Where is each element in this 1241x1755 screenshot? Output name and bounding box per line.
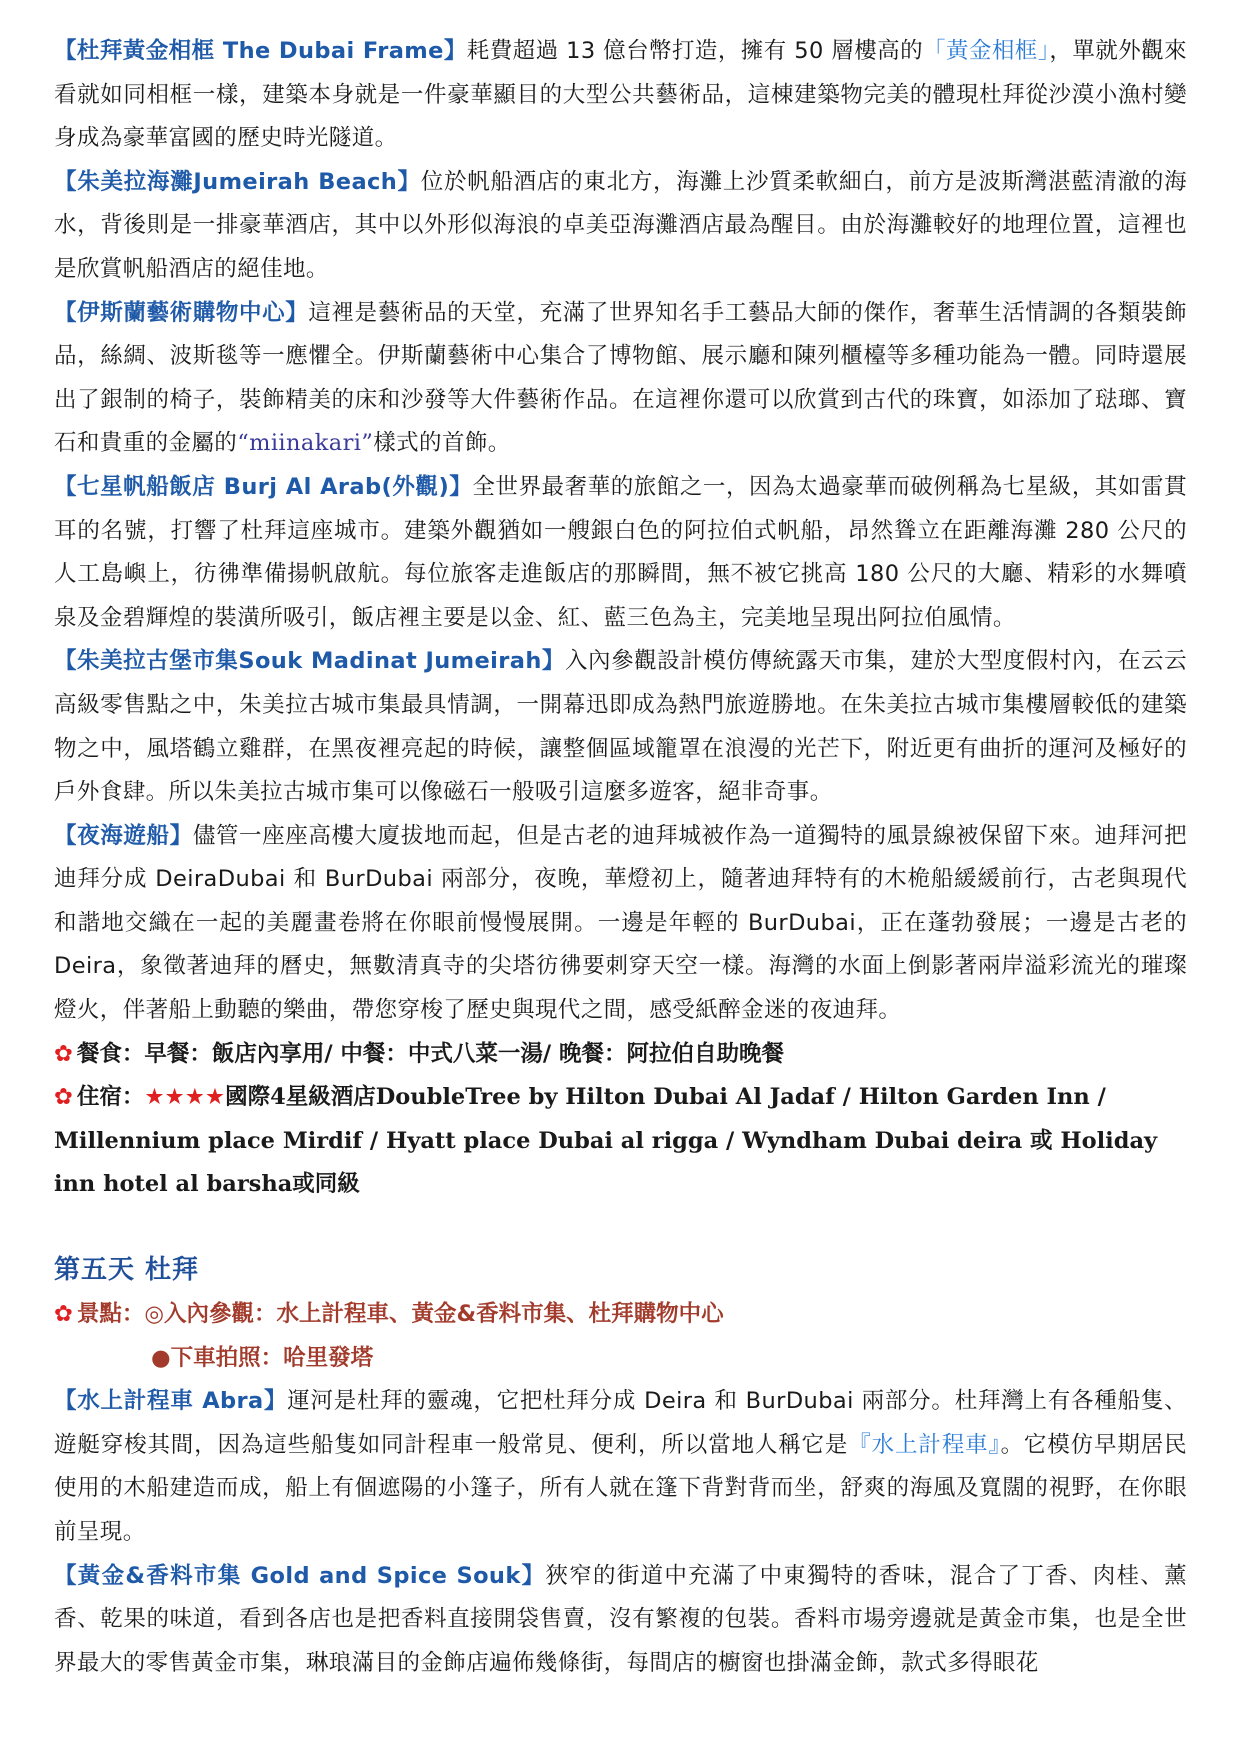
paragraph-islamic-art-center	[54, 292, 1187, 466]
sights-text: 景點：◎入內參觀：水上計程車、黃金&香料市集、杜拜購物中心	[76, 1301, 724, 1328]
paragraph-text: 位於帆船酒店的東北方，海灘上沙質柔軟細白，前方是波斯灣湛藍清澈的海水，背後則是一排豪華酒店，其中以外形似海浪的卓美亞海灘酒店最為醒目。由於海灘較好的地理位置，這裡也是欣賞帆船酒店的絕佳地。	[54, 168, 1187, 282]
paragraph-souk-madinat	[54, 640, 1187, 814]
document-page	[54, 30, 1187, 1685]
paragraph-jumeirah-beach	[54, 161, 1187, 292]
lodging-text: 國際4星級酒店DoubleTree by Hilton Dubai Al Jadaf / Hilton Garden Inn / Millennium place Mirdif / Hyatt place Dubai al rigga / Wyndham Dubai deira 或 Holiday inn hotel al barsha或同級	[54, 1084, 1158, 1198]
section-heading: 【伊斯蘭藝術購物中心】	[54, 299, 309, 326]
paragraph-dubai-frame	[54, 30, 1187, 161]
section-heading: 【夜海遊船】	[54, 822, 193, 849]
flower-icon: ✿	[54, 1301, 73, 1328]
meals-text: 餐食：早餐：飯店內享用/ 中餐：中式八菜一湯/ 晚餐：阿拉伯自助晚餐	[76, 1040, 784, 1067]
section-heading: 【水上計程車 Abra】	[54, 1388, 288, 1415]
section-heading: 【黃金&香料市集 Gold and Spice Souk】	[54, 1562, 546, 1589]
paragraph-night-cruise	[54, 815, 1187, 1033]
lodging-line	[54, 1076, 1187, 1207]
star-rating-icon: ★★★★	[144, 1084, 226, 1111]
paragraph-text: 儘管一座座高樓大廈拔地而起，但是古老的迪拜城被作為一道獨特的風景線被保留下來。迪拜河把迪拜分成 DeiraDubai 和 BurDubai 兩部分，夜晚，華燈初上，隨著迪拜特有的木桅船緩緩前行，古老與現代和諧地交織在一起的美麗畫卷將在你眼前慢慢展開。一邊是年輕的 BurDubai，正在蓬勃發展；一邊是古老的 Deira，象徵著迪拜的曆史，無數清真寺的尖塔彷彿要刺穿天空一樣。海灣的水面上倒影著兩岸溢彩流光的璀璨燈火，伴著船上動聽的樂曲，帶您穿梭了歷史與現代之間，感受紙醉金迷的夜迪拜。	[54, 822, 1187, 1024]
section-heading: 【七星帆船飯店 Burj Al Arab(外觀)】	[54, 473, 473, 500]
paragraph-text: 這裡是藝術品的天堂，充滿了世界知名手工藝品大師的傑作，奢華生活情調的各類裝飾品，絲綢、波斯毯等一應懼全。伊斯蘭藝術中心集合了博物館、展示廳和陳列櫃檯等多種功能為一體。同時還展出了銀制的椅子，裝飾精美的床和沙發等大件藝術作品。在這裡你還可以欣賞到古代的珠寶，如添加了琺瑯、寶石和貴重的金屬的	[54, 299, 1188, 457]
paragraph-text: 運河是杜拜的靈魂，它把杜拜分成 Deira 和 BurDubai 兩部分。杜拜灣上有各種船隻、遊艇穿梭其間，因為這些船隻如同計程車一般常見、便利，所以當地人稱它是	[54, 1388, 1187, 1458]
section-spacer	[54, 1207, 1187, 1247]
paragraph-burj-al-arab	[54, 466, 1187, 640]
day-title: 第五天 杜拜	[54, 1255, 200, 1286]
highlight-text: “miinakari”	[237, 430, 374, 457]
paragraph-text: 耗費超過 13 億台幣打造，擁有 50 層樓高的	[466, 38, 924, 64]
paragraph-text: ，單就外觀來看就如同相框一樣，建築本身就是一件豪華顯目的大型公共藝術品，這棟建築物完美的體現杜拜從沙漠小漁村變身成為豪華富國的歷史時光隧道。	[54, 38, 1187, 152]
section-heading: 【朱美拉海灘Jumeirah Beach】	[54, 168, 421, 195]
paragraph-text: 樣式的首飾。	[373, 430, 511, 457]
flower-icon: ✿	[54, 1040, 73, 1067]
paragraph-gold-spice-souk	[54, 1555, 1187, 1686]
paragraph-text: 入內參觀設計模仿傳統露天市集，建於大型度假村內，在云云高級零售點之中，朱美拉古城市集最具情調，一開幕迅即成為熱門旅遊勝地。在朱美拉古城市集樓層較低的建築物之中，風塔鶴立雞群，在黑夜裡亮起的時候，讓整個區域籠罩在浪漫的光芒下，附近更有曲折的運河及極好的戶外食肆。所以朱美拉古城市集可以像磁石一般吸引這麼多遊客，絕非奇事。	[54, 648, 1187, 806]
highlight-text: 「黃金相框」	[923, 38, 1050, 64]
paragraph-text: 狹窄的街道中充滿了中東獨特的香味，混合了丁香、肉桂、薰香、乾果的味道，看到各店也是把香料直接開袋售賣，沒有繁複的包裝。香料市場旁邊就是黃金市集，也是全世界最大的零售黃金市集，琳琅滿目的金飾店遍佈幾條街，每間店的櫥窗也掛滿金飾，款式多得眼花	[54, 1562, 1187, 1676]
highlight-text: 『水上計程車』	[848, 1431, 1001, 1458]
paragraph-text: 全世界最奢華的旅館之一，因為太過豪華而破例稱為七星級，其如雷貫耳的名號，打響了杜拜這座城市。建築外觀猶如一艘銀白色的阿拉伯式帆船，昂然聳立在距離海灘 280 公尺的人工島嶼上，彷彿準備揚帆啟航。每位旅客走進飯店的那瞬間，無不被它挑高 180 公尺的大廳、精彩的水舞噴泉及金碧輝煌的裝潢所吸引，飯店裡主要是以金、紅、藍三色為主，完美地呈現出阿拉伯風情。	[54, 473, 1187, 631]
flower-icon: ✿	[54, 1084, 73, 1111]
photo-stop-line	[54, 1337, 1187, 1381]
sights-line	[54, 1293, 1187, 1337]
section-heading: 【朱美拉古堡市集Souk Madinat Jumeirah】	[54, 648, 565, 675]
photo-stop-text: ●下車拍照：哈里發塔	[151, 1344, 374, 1371]
section-heading: 【杜拜黃金相框 The Dubai Frame】	[54, 38, 467, 64]
paragraph-text: 。它模仿早期居民使用的木船建造而成，船上有個遮陽的小篷子，所有人就在篷下背對背而坐，舒爽的海風及寬闊的視野，在你眼前呈現。	[54, 1431, 1187, 1545]
meals-line	[54, 1033, 1187, 1077]
lodging-label: 住宿：	[76, 1084, 145, 1111]
paragraph-abra	[54, 1380, 1187, 1554]
